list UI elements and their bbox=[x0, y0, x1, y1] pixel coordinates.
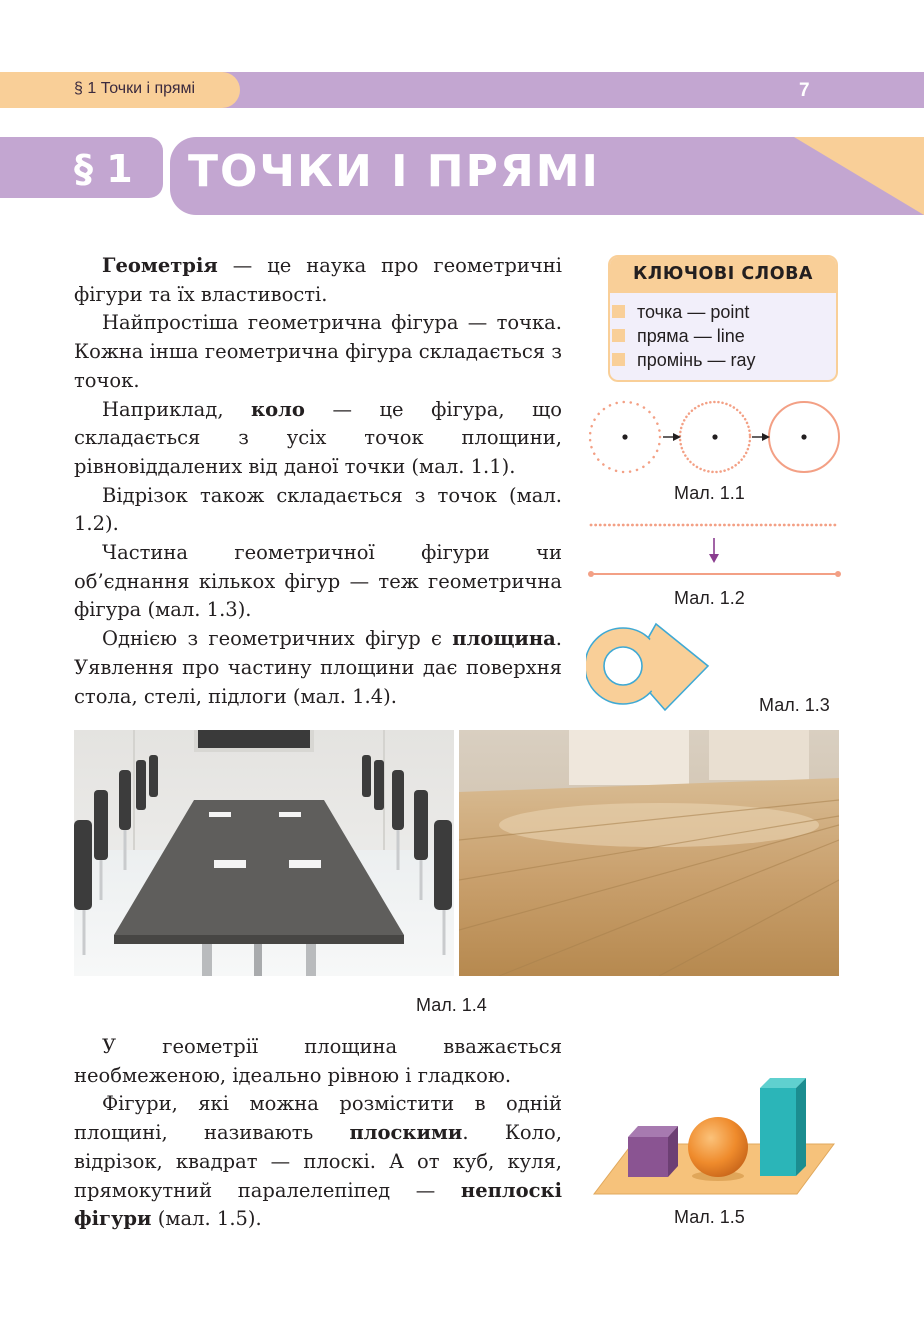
keyword-item bbox=[610, 324, 836, 348]
table-photo bbox=[74, 730, 454, 976]
keyword-text: точка — point bbox=[637, 302, 750, 322]
text: (мал. 1.5). bbox=[151, 1207, 262, 1231]
page-title: ТОЧКИ І ПРЯМІ bbox=[188, 146, 600, 197]
text: — це фігура, що складається з усіх точок площини, рівновіддалених від даної точки (мал. 1.1). bbox=[74, 397, 562, 478]
figure-1-2-segment bbox=[586, 518, 842, 578]
keywords-box bbox=[608, 255, 838, 382]
figure-1-5-solids bbox=[592, 1074, 842, 1199]
section-number-box bbox=[0, 137, 163, 198]
keyword-item bbox=[610, 300, 836, 324]
paragraph-infinite-plane bbox=[74, 1033, 562, 1090]
keywords-list bbox=[610, 300, 836, 372]
keyword-item bbox=[610, 348, 836, 372]
figure-1-2-caption: Мал. 1.2 bbox=[674, 588, 745, 608]
figure-1-5-caption: Мал. 1.5 bbox=[674, 1207, 745, 1227]
keyword-text: пряма — line bbox=[637, 326, 745, 346]
page-number: 7 bbox=[799, 80, 810, 101]
paragraph-point bbox=[74, 309, 562, 395]
figure-1-1-circles bbox=[585, 397, 845, 477]
paragraph-geometry bbox=[74, 252, 562, 309]
keywords-header bbox=[610, 257, 836, 293]
bullet-square-icon bbox=[612, 353, 625, 366]
intro-text bbox=[74, 252, 562, 711]
text: Наприклад, bbox=[102, 397, 252, 421]
breadcrumb-tab bbox=[0, 72, 240, 108]
text: Найпростіша геометрична фігура — точка. Кожна інша геометрична фігура складається з точок. bbox=[74, 311, 562, 392]
term-non-flat: неплоскі фігури bbox=[74, 1178, 562, 1231]
text: . Уявлення про частину площини дає поверхня стола, стелі, підлоги (мал. 1.4). bbox=[74, 627, 562, 708]
figure-1-3-shape bbox=[586, 622, 716, 714]
title-banner bbox=[170, 137, 924, 215]
text: . Коло, відрізок, квадрат — плоскі. А от куб, куля, прямокутний паралелепіпед — bbox=[74, 1121, 562, 1202]
keywords-heading: КЛЮЧОВІ СЛОВА bbox=[633, 264, 813, 284]
figure-1-4-caption: Мал. 1.4 bbox=[416, 995, 487, 1015]
paragraph-circle bbox=[74, 396, 562, 482]
bullet-square-icon bbox=[612, 329, 625, 342]
paragraph-segment bbox=[74, 482, 562, 539]
term-flat: плоскими bbox=[349, 1121, 463, 1145]
paragraph-flat-figures bbox=[74, 1090, 562, 1234]
term-plane: площина bbox=[452, 627, 556, 651]
figure-1-1-caption: Мал. 1.1 bbox=[674, 483, 745, 503]
bullet-square-icon bbox=[612, 305, 625, 318]
paragraph-union bbox=[74, 539, 562, 625]
floor-photo bbox=[459, 730, 839, 976]
keyword-text: промінь — ray bbox=[637, 350, 756, 370]
section-number: § 1 bbox=[74, 147, 133, 191]
term-circle: коло bbox=[251, 397, 305, 421]
text: Відрізок також складається з точок (мал. 1.2). bbox=[74, 483, 562, 536]
plane-text bbox=[74, 1033, 562, 1234]
text: Частина геометричної фігури чи об’єднання кількох фігур — теж геометрична фігура (мал. 1.3). bbox=[74, 541, 562, 622]
figure-1-3-caption: Мал. 1.3 bbox=[759, 695, 830, 715]
title-corner-decoration bbox=[794, 137, 924, 215]
text: — це наука про геометричні фігури та їх властивості. bbox=[74, 254, 562, 306]
text: Фігури, які можна розмістити в одній площині, називають bbox=[74, 1092, 562, 1145]
paragraph-plane bbox=[74, 625, 562, 711]
term-geometry: Геометрія bbox=[102, 254, 218, 277]
text: Однією з геометричних фігур є bbox=[102, 627, 453, 651]
breadcrumb: § 1 Точки і прямі bbox=[74, 80, 196, 97]
text: У геометрії площина вважається необмеженою, ідеально рівною і гладкою. bbox=[74, 1035, 562, 1087]
